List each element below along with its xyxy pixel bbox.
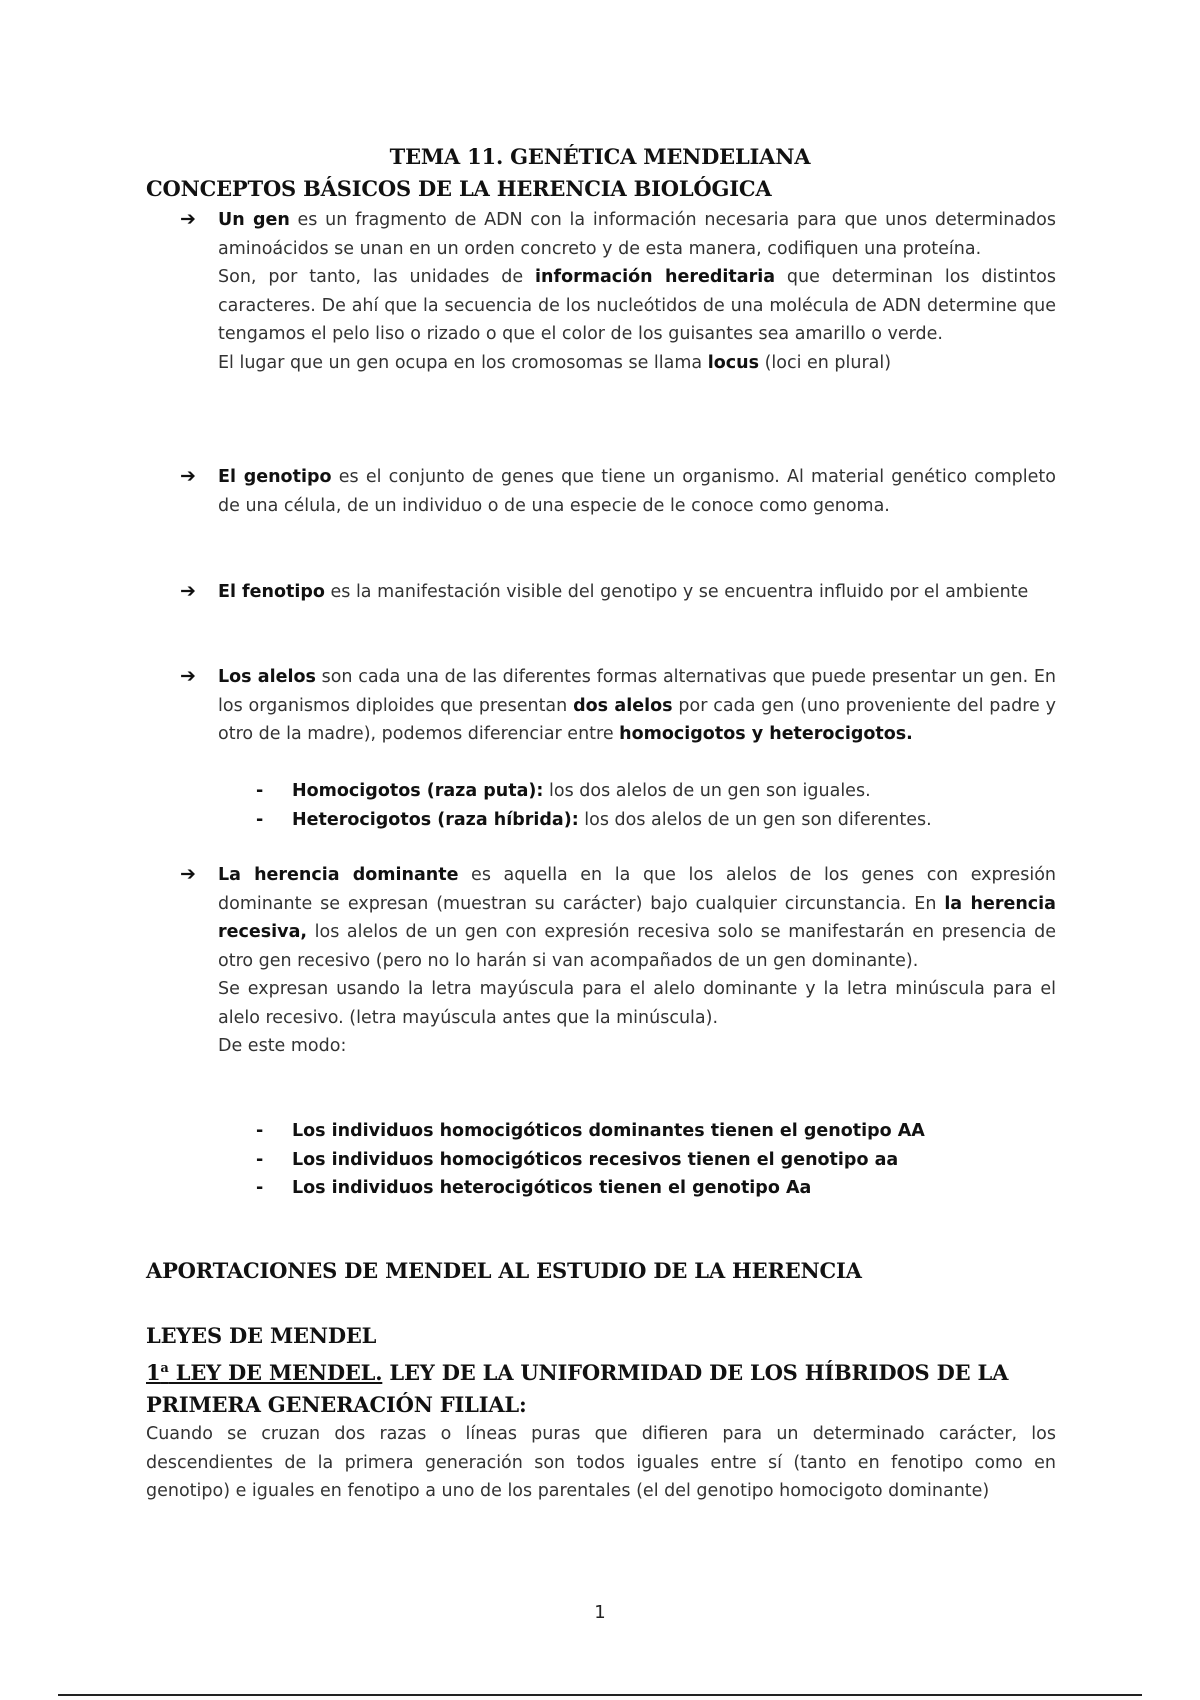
gen-text2b: información hereditaria <box>535 267 776 287</box>
herencia-text4: De este modo: <box>218 1036 347 1056</box>
arrow-bullet-icon: ➔ <box>180 580 196 602</box>
list-item <box>256 1146 925 1175</box>
genotipo-text: es el conjunto de genes que tiene un organismo. Al material genético completo de una célula, de un individuo o de una especie de le conoce como genoma. <box>218 467 1056 516</box>
law1-num: 1 <box>146 1360 161 1385</box>
herencia-text3: Se expresan usando la letra mayúscula para el alelo dominante y la letra minúscula para el alelo recesivo. (letra mayúscula antes que la minúscula). <box>218 979 1056 1028</box>
alelos-paragraph <box>218 663 1056 749</box>
alelos-bold3: homocigotos y heterocigotos. <box>619 724 913 744</box>
law1-heading <box>146 1353 1056 1421</box>
herencia-bold2: la herencia recesiva, <box>218 893 1056 942</box>
fenotipo-paragraph <box>218 578 1056 607</box>
gen-text3b: locus <box>707 352 759 373</box>
gen-paragraph <box>218 206 1056 377</box>
dash-icon: - <box>256 809 264 830</box>
genotipo-paragraph <box>218 463 1056 520</box>
list-item-text: Los individuos homocigóticos recesivos tienen el genotipo aa <box>292 1149 899 1170</box>
genotipo-list <box>256 1117 925 1203</box>
law1-underlined: LEY DE MENDEL. <box>168 1360 383 1385</box>
alelos-text2: por cada gen (uno proveniente del padre y otro de la madre), podemos diferenciar entre <box>218 695 1056 744</box>
alelos-bold2: dos alelos <box>573 695 673 716</box>
list-item <box>256 1174 925 1203</box>
law1-body: Cuando se cruzan dos razas o líneas puras que difieren para un determinado carácter, los descendientes de la primera generación son todos iguales entre sí (tanto en fenotipo como en genotipo) e iguales en fenotipo a uno de los parentales (el del genotipo homocigoto dominante) <box>146 1424 1056 1501</box>
gen-text: es un fragmento de ADN con la información necesaria para que unos determinados aminoácidos se unan en un orden concreto y de esta manera, codifiquen una proteína. <box>218 210 1056 259</box>
dash-icon: - <box>256 1121 264 1141</box>
gen-text3c: (loci en plural) <box>759 352 892 373</box>
herencia-paragraph <box>218 861 1056 1061</box>
arrow-bullet-icon: ➔ <box>180 863 196 885</box>
alelos-list <box>256 777 932 834</box>
gen-text2c: que determinan los distintos caracteres. De ahí que la secuencia de los nucleótidos de una molécula de ADN determine que tengamos el pelo liso o rizado o que el color de los guisantes sea amarillo o verde. <box>218 267 1056 344</box>
list-item-term: Homocigotos (raza puta): <box>292 781 544 801</box>
section-heading-conceptos: CONCEPTOS BÁSICOS DE LA HERENCIA BIOLÓGICA <box>146 176 772 201</box>
law1-sup: a <box>160 1361 169 1376</box>
arrow-bullet-icon: ➔ <box>180 208 196 230</box>
list-item <box>256 777 932 806</box>
gen-text2a: Son, por tanto, las unidades de <box>218 267 536 287</box>
gen-text3a: El lugar que un gen ocupa en los cromosomas se llama <box>218 352 708 373</box>
footer-rule <box>58 1694 1142 1696</box>
section-heading-aportaciones: APORTACIONES DE MENDEL AL ESTUDIO DE LA HERENCIA <box>146 1258 862 1283</box>
section-heading-leyes: LEYES DE MENDEL <box>146 1323 377 1348</box>
herencia-text2: los alelos de un gen con expresión recesiva solo se manifestarán en presencia de otro gen recesivo (pero no lo harán si van acompañados de un gen dominante). <box>218 922 1056 971</box>
alelos-term: Los alelos <box>218 667 316 687</box>
list-item-text: los dos alelos de un gen son iguales. <box>543 781 871 801</box>
list-item-term: Heterocigotos (raza híbrida): <box>292 809 579 830</box>
list-item <box>256 1117 925 1146</box>
alelos-text1: son cada una de las diferentes formas alternativas que puede presentar un gen. En los organismos diploides que presentan <box>218 667 1057 716</box>
list-item-text: Los individuos heterocigóticos tienen el genotipo Aa <box>292 1178 812 1198</box>
document-title: TEMA 11. GENÉTICA MENDELIANA <box>389 144 811 169</box>
list-item <box>256 806 932 835</box>
arrow-bullet-icon: ➔ <box>180 665 196 687</box>
law1-number <box>146 1360 382 1385</box>
dash-icon: - <box>256 781 264 801</box>
law1-rest: LEY DE LA UNIFORMIDAD DE LOS HÍBRIDOS DE LA PRIMERA GENERACIÓN FILIAL: <box>146 1360 1009 1417</box>
list-item-text: los dos alelos de un gen son diferentes. <box>578 809 932 830</box>
list-item-text: Los individuos homocigóticos dominantes tienen el genotipo AA <box>292 1121 925 1141</box>
herencia-text1: es aquella en la que los alelos de los genes con expresión dominante se expresan (muestran su carácter) bajo cualquier circunstancia. En <box>218 865 1056 914</box>
genotipo-term: El genotipo <box>218 467 332 487</box>
arrow-bullet-icon: ➔ <box>180 465 196 487</box>
fenotipo-text: es la manifestación visible del genotipo y se encuentra influido por el ambiente <box>324 582 1029 602</box>
fenotipo-term: El fenotipo <box>218 582 325 602</box>
dash-icon: - <box>256 1178 264 1198</box>
gen-term: Un gen <box>218 210 290 230</box>
page-number: 1 <box>594 1602 606 1623</box>
dash-icon: - <box>256 1149 264 1170</box>
herencia-term: La herencia dominante <box>218 865 459 885</box>
